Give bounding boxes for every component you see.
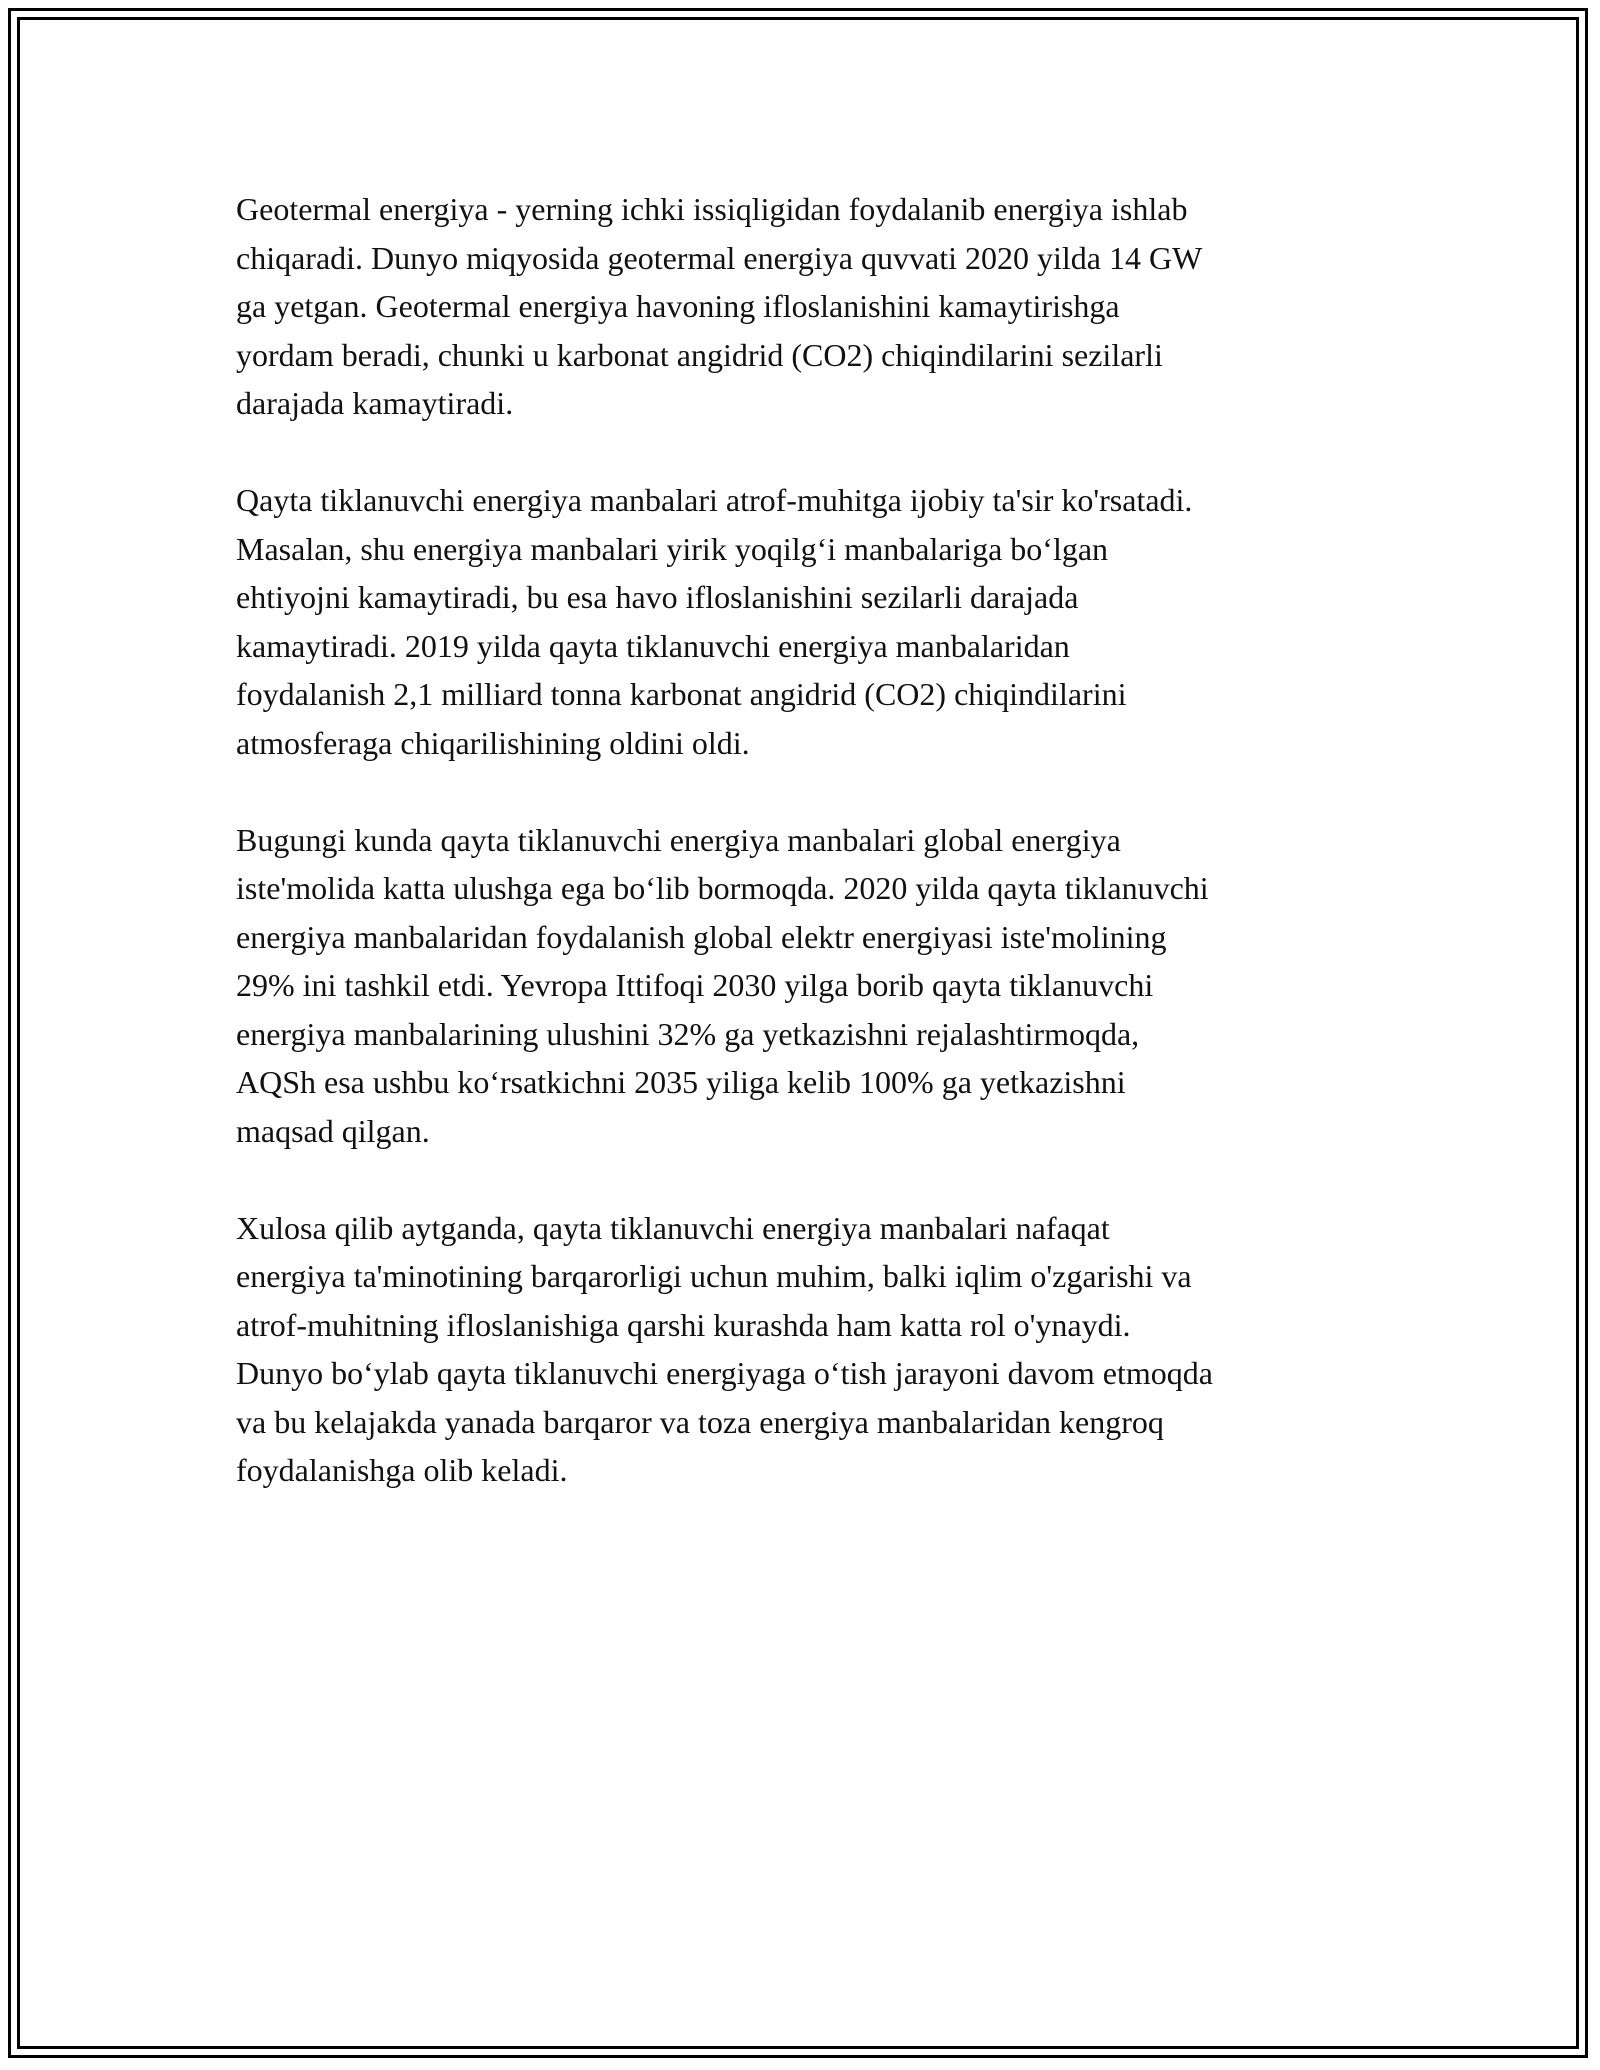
text-line: maqsad qilgan. (236, 1112, 430, 1149)
paragraph-geothermal (236, 185, 1371, 428)
text-line: atrof-muhitning ifloslanishiga qarshi kurashda ham katta rol o'ynaydi. (236, 1306, 1131, 1343)
text-line: darajada kamaytiradi. (236, 385, 514, 421)
text-line: energiya manbalaridan foydalanish global elektr energiyasi iste'molining (236, 918, 1167, 955)
text-line: ehtiyojni kamaytiradi, bu esa havo ifloslanishini sezilarli darajada (236, 579, 1079, 615)
text-line: energiya manbalarining ulushini 32% ga yetkazishni rejalashtirmoqda, (236, 1015, 1140, 1052)
text-line: iste'molida katta ulushga ega bo‘lib bormoqda. 2020 yilda qayta tiklanuvchi (236, 870, 1209, 906)
text-line: ga yetgan. Geotermal energiya havoning ifloslanishini kamaytirishga (236, 288, 1120, 324)
text-line: va bu kelajakda yanada barqaror va toza energiya manbalaridan kengroq (236, 1403, 1164, 1440)
text-line: foydalanish 2,1 milliard tonna karbonat angidrid (CO2) chiqindilarini (236, 676, 1127, 712)
text-line: atmosferaga chiqarilishining oldini oldi. (236, 724, 750, 761)
paragraph-global-consumption (236, 816, 1371, 1156)
text-line: Qayta tiklanuvchi energiya manbalari atrof-muhitga ijobiy ta'sir ko'rsatadi. (236, 482, 1193, 518)
text-line: energiya ta'minotining barqarorligi uchun muhim, balki iqlim o'zgarishi va (236, 1258, 1192, 1294)
text-line: foydalanishga olib keladi. (236, 1452, 568, 1488)
paragraph-conclusion (236, 1204, 1371, 1495)
text-line: Bugungi kunda qayta tiklanuvchi energiya manbalari global energiya (236, 821, 1121, 858)
document-body (236, 185, 1371, 1543)
text-line: Dunyo bo‘ylab qayta tiklanuvchi energiyaga o‘tish jarayoni davom etmoqda (236, 1355, 1213, 1391)
text-line: Masalan, shu energiya manbalari yirik yoqilg‘i manbalariga bo‘lgan (236, 530, 1109, 567)
text-line: yordam beradi, chunki u karbonat angidrid (CO2) chiqindilarini sezilarli (236, 336, 1163, 373)
text-line: chiqaradi. Dunyo miqyosida geotermal energiya quvvati 2020 yilda 14 GW (236, 239, 1203, 276)
text-line: AQSh esa ushbu ko‘rsatkichni 2035 yiliga kelib 100% ga yetkazishni (236, 1064, 1126, 1100)
text-line: Geotermal energiya - yerning ichki issiqligidan foydalanib energiya ishlab (236, 191, 1188, 227)
text-line: Xulosa qilib aytganda, qayta tiklanuvchi energiya manbalari nafaqat (236, 1209, 1110, 1246)
text-line: kamaytiradi. 2019 yilda qayta tiklanuvchi energiya manbalaridan (236, 627, 1070, 664)
paragraph-environment (236, 476, 1371, 767)
text-line: 29% ini tashkil etdi. Yevropa Ittifoqi 2030 yilga borib qayta tiklanuvchi (236, 967, 1154, 1003)
